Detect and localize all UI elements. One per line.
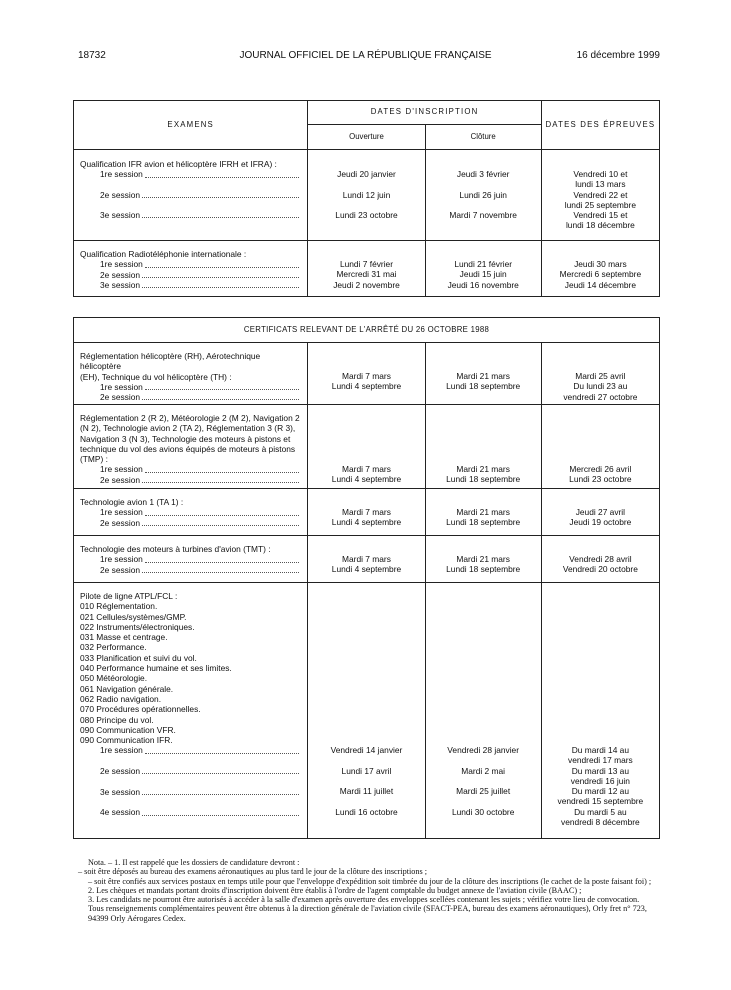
date-ouverture: Lundi 17 avril: [341, 765, 392, 776]
date-epreuve: vendredi 17 mars: [568, 755, 633, 766]
session-label: 2e session: [80, 766, 301, 776]
subject-item: 080 Principe du vol.: [80, 714, 154, 725]
date-cloture: Jeudi 3 février: [456, 169, 510, 179]
date-ouverture: Vendredi 14 janvier: [330, 745, 403, 755]
date-cloture: Lundi 18 septembre: [446, 474, 521, 485]
date-epreuve: Lundi 23 octobre: [569, 474, 632, 485]
exam-dates-table: [73, 100, 660, 297]
session-label: 2e session: [80, 392, 301, 402]
subject-item: 031 Masse et centrage.: [80, 632, 168, 643]
header-examens: EXAMENS: [74, 101, 308, 150]
exam-group: [74, 343, 660, 405]
date-cloture: Mardi 21 mars: [456, 371, 510, 381]
date-epreuve: vendredi 16 juin: [570, 775, 630, 786]
date-cloture: Lundi 18 septembre: [446, 381, 521, 392]
group-title-line: (N 2), Technologie avion 2 (TA 2), Réglementation 3 (R 3),: [80, 423, 296, 434]
date-cloture: Mardi 7 novembre: [449, 210, 517, 221]
session-label: 1re session: [80, 507, 301, 517]
date-epreuve: Du mardi 12 au: [571, 786, 629, 797]
issue-date: 16 décembre 1999: [576, 50, 660, 61]
header-dates-inscription: DATES D'INSCRIPTION: [308, 101, 541, 125]
session-label: 1re session: [80, 382, 301, 392]
date-cloture: Vendredi 28 janvier: [447, 745, 519, 755]
date-cloture: Lundi 18 septembre: [446, 517, 521, 528]
subject-item: 090 Communication VFR.: [80, 724, 176, 735]
header-ouverture: Ouverture: [308, 125, 425, 150]
date-ouverture: Lundi 12 juin: [342, 189, 391, 200]
date-ouverture: Jeudi 20 janvier: [337, 169, 396, 179]
date-cloture: Jeudi 16 novembre: [447, 279, 519, 290]
date-epreuve: Du lundi 23 au: [573, 381, 628, 392]
session-label: 2e session: [80, 475, 301, 485]
date-ouverture: Mardi 7 mars: [342, 371, 391, 381]
session-label: 2e session: [80, 565, 301, 575]
exam-group: [74, 241, 660, 297]
notes-section: [78, 858, 660, 923]
date-epreuve: Vendredi 20 octobre: [562, 564, 638, 575]
group-title-line: Technologie avion 1 (TA 1) :: [80, 497, 184, 507]
group-title-line: (TMP) :: [80, 454, 108, 465]
certificates-table: [73, 317, 660, 839]
date-epreuve: lundi 25 septembre: [564, 199, 636, 210]
subject-item: 070 Procédures opérationnelles.: [80, 704, 201, 715]
date-epreuve: vendredi 27 octobre: [563, 391, 638, 402]
note-line: 2. Les chèques et mandats portant droits d'inscription doivent être établis à l'ordre de l'agent comptable du budget annexe de l'aviation civile (BAAC) ;: [88, 885, 582, 895]
session-label: 2e session: [80, 518, 301, 528]
note-line: – soit être déposés au bureau des examens aéronautiques au plus tard le jour de la clôture des inscriptions ;: [78, 867, 428, 877]
exam-group: [74, 405, 660, 489]
group-title-line: Pilote de ligne ATPL/FCL :: [80, 591, 178, 601]
note-line: Tous renseignements complémentaires peuvent être obtenus à la direction générale de l'aviation civile (SFACT-PEA, bureau des examens aéronautiques), Orly fret n° 723, 94399 Orly Aérogares Cedex.: [88, 904, 647, 923]
date-epreuve: Mardi 25 avril: [575, 371, 626, 381]
date-epreuve: vendredi 8 décembre: [561, 817, 640, 828]
date-ouverture: Mardi 7 mars: [342, 554, 391, 564]
session-label: 3e session: [80, 787, 301, 797]
subject-item: 040 Performance humaine et ses limites.: [80, 663, 232, 674]
date-cloture: Mardi 21 mars: [456, 507, 510, 517]
session-label: 4e session: [80, 807, 301, 817]
date-epreuve: Vendredi 28 avril: [569, 554, 632, 564]
date-epreuve: Mercredi 6 septembre: [559, 269, 642, 280]
date-ouverture: Mercredi 31 mai: [336, 269, 397, 280]
date-cloture: Mardi 2 mai: [461, 765, 506, 776]
session-label: 1re session: [80, 464, 301, 474]
date-epreuve: lundi 18 décembre: [565, 220, 635, 231]
subject-item: 061 Navigation générale.: [80, 683, 174, 694]
date-epreuve: Mercredi 26 avril: [569, 464, 632, 474]
note-line: Nota. – 1. Il est rappelé que les dossiers de candidature devront :: [88, 858, 300, 867]
group-title-line: technique du vol des avions équipés de moteurs à pistons: [80, 443, 296, 454]
session-label: 1re session: [80, 554, 301, 564]
date-ouverture: Mardi 7 mars: [342, 464, 391, 474]
exam-group: [74, 536, 660, 583]
group-title-line: Réglementation hélicoptère (RH), Aérotechnique hélicoptère: [80, 351, 261, 372]
date-epreuve: Jeudi 30 mars: [574, 259, 627, 269]
date-ouverture: Mardi 7 mars: [342, 507, 391, 517]
subject-item: 062 Radio navigation.: [80, 693, 162, 704]
date-epreuve: Jeudi 27 avril: [575, 507, 626, 517]
date-epreuve: Du mardi 13 au: [571, 765, 629, 776]
date-epreuve: Jeudi 19 octobre: [569, 517, 632, 528]
date-ouverture: Mardi 11 juillet: [339, 786, 394, 797]
exam-group: [74, 583, 660, 839]
group-title: Qualification Radiotéléphonie internationale :: [80, 249, 247, 259]
subject-item: 022 Instruments/électroniques.: [80, 621, 195, 632]
date-ouverture: Lundi 4 septembre: [331, 474, 402, 485]
group-title: Qualification IFR avion et hélicoptère IFRH et IFRA) :: [80, 159, 277, 169]
date-epreuve: Vendredi 15 et: [573, 210, 628, 221]
subject-item: 033 Planification et suivi du vol.: [80, 652, 197, 663]
date-epreuve: Du mardi 5 au: [574, 806, 627, 817]
date-ouverture: Lundi 4 septembre: [331, 381, 402, 392]
date-cloture: Lundi 21 février: [454, 259, 513, 269]
date-ouverture: Lundi 23 octobre: [335, 210, 398, 221]
subject-item: 010 Réglementation.: [80, 601, 158, 612]
note-line: 3. Les candidats ne pourront être autorisés à accéder à la salle d'examen après ouverture des enveloppes scellées contenant les sujets ; vérifiez votre lieu de convocation.: [88, 895, 640, 905]
group-title-line: Réglementation 2 (R 2), Météorologie 2 (M 2), Navigation 2: [80, 413, 300, 423]
date-ouverture: Lundi 4 septembre: [331, 517, 402, 528]
header-dates-epreuves: DATES DES ÉPREUVES: [541, 101, 659, 150]
group-title-line: Technologie des moteurs à turbines d'avion (TMT) :: [80, 544, 271, 554]
date-epreuve: Jeudi 14 décembre: [564, 279, 636, 290]
date-cloture: Jeudi 15 juin: [459, 269, 507, 280]
date-ouverture: Lundi 7 février: [339, 259, 394, 269]
date-cloture: Mardi 25 juillet: [456, 786, 511, 797]
exam-group: [74, 150, 660, 241]
date-ouverture: Lundi 4 septembre: [331, 564, 402, 575]
date-epreuve: lundi 13 mars: [575, 179, 626, 190]
session-label: 1re session: [80, 169, 301, 179]
session-label: 3e session: [80, 210, 301, 220]
date-cloture: Lundi 30 octobre: [451, 806, 515, 817]
session-label: 2e session: [80, 270, 301, 280]
date-epreuve: Du mardi 14 au: [571, 745, 629, 755]
subject-item: 050 Météorologie.: [80, 673, 148, 684]
subject-item: 032 Performance.: [80, 642, 147, 653]
group-title-line: (EH), Technique du vol hélicoptère (TH) :: [80, 371, 232, 382]
certificates-title: CERTIFICATS RELEVANT DE L'ARRÊTÉ DU 26 OCTOBRE 1988: [74, 318, 660, 343]
subject-item: 021 Cellules/systèmes/GMP.: [80, 611, 187, 622]
date-cloture: Lundi 26 juin: [459, 189, 507, 200]
date-epreuve: Vendredi 22 et: [573, 189, 628, 200]
date-epreuve: Vendredi 10 et: [573, 169, 628, 179]
session-label: 1re session: [80, 745, 301, 755]
date-cloture: Mardi 21 mars: [456, 554, 510, 564]
note-line: – soit être confiés aux services postaux en temps utile pour que l'enveloppe d'expédition soit timbrée du jour de la clôture des inscriptions (le cachet de la poste faisant foi) ;: [88, 876, 652, 886]
exam-group: [74, 489, 660, 536]
date-cloture: Mardi 21 mars: [456, 464, 510, 474]
date-ouverture: Jeudi 2 novembre: [333, 279, 400, 290]
date-epreuve: vendredi 15 septembre: [557, 796, 644, 807]
date-cloture: Lundi 18 septembre: [446, 564, 521, 575]
page-number: 18732: [78, 50, 106, 61]
subject-item: 090 Communication IFR.: [80, 735, 173, 746]
date-ouverture: Lundi 16 octobre: [335, 806, 398, 817]
session-label: 3e session: [80, 280, 301, 290]
journal-title: JOURNAL OFFICIEL DE LA RÉPUBLIQUE FRANÇAISE: [239, 50, 492, 61]
header-cloture: Clôture: [425, 125, 541, 150]
group-title-line: Navigation 3 (N 3), Technologie des moteurs à pistons et: [80, 433, 291, 444]
session-label: 2e session: [80, 190, 301, 200]
session-label: 1re session: [80, 259, 301, 269]
